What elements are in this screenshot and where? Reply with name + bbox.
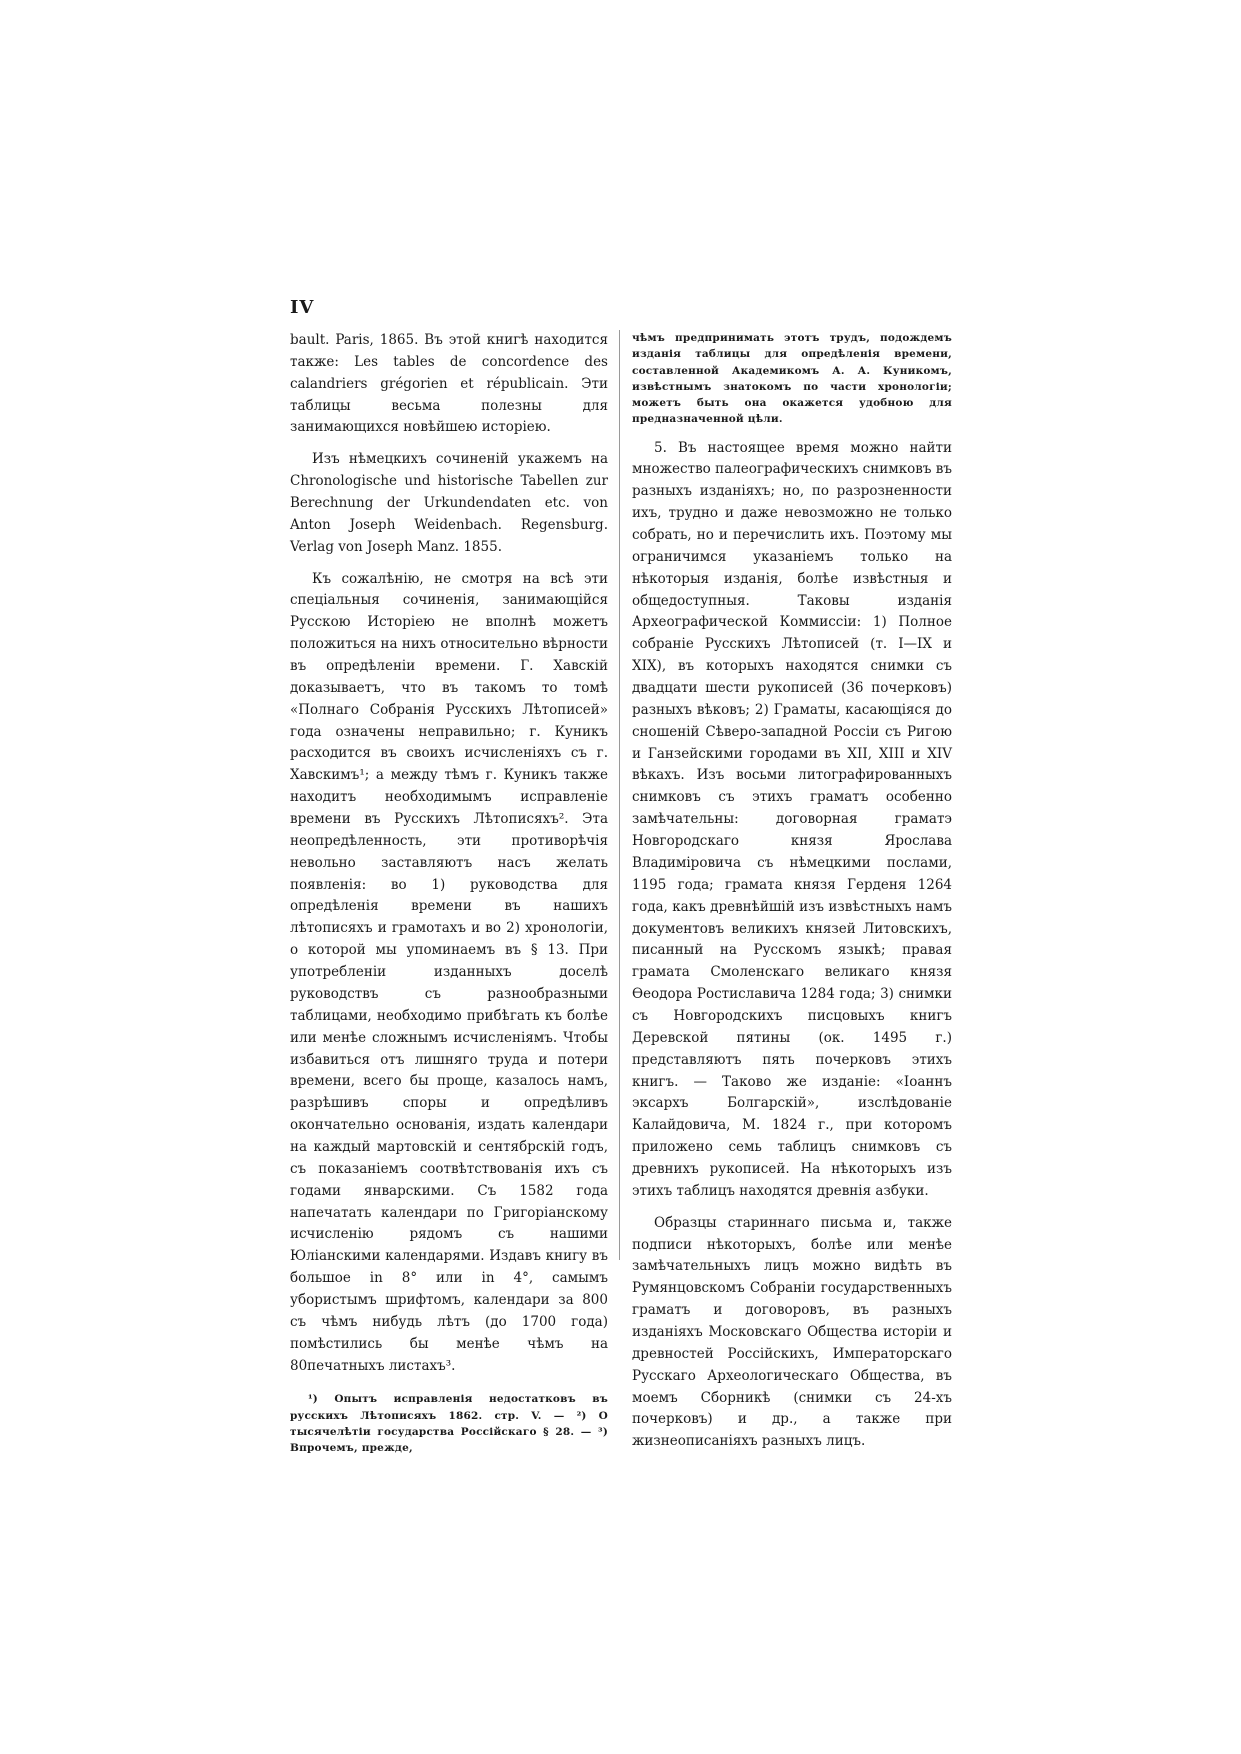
footnote-left: ¹) Опытъ исправленія недостатковъ въ русскихъ Лѣтописяхъ 1862. стр. V. — ²) О тысячелѣтіи государства Россійскаго § 28. — ³) Впрочемъ, прежде, bbox=[290, 1393, 608, 1455]
page-number: IV bbox=[290, 297, 315, 318]
paragraph-intro-continuation: bault. Paris, 1865. Въ этой книгѣ находится также: Les tables de concordence des calandriers grégorien et républicain. Эти таблицы весьма полезны для занимающихся новѣйшею исторіею. bbox=[290, 332, 608, 436]
paragraph-regret: Къ сожалѣнію, не смотря на всѣ эти спеціальныя сочиненія, занимающійся Русскою Исторіею не вполнѣ можетъ положиться на нихъ относительно вѣрности въ опредѣленіи времени. Г. Хавскій доказываетъ, что въ такомъ то томѣ «Полнаго Собранія Русскихъ Лѣтописей» года означены неправильно; г. Куникъ расходится въ своихъ исчисленіяхъ съ г. Хавскимъ¹; а между тѣмъ г. Куникъ также находитъ необходимымъ исправленіе времени въ Русскихъ Лѣтописяхъ². Эта неопредѣленность, эти противорѣчія невольно заставляютъ насъ желать появленія: во 1) руководства для опредѣленія времени въ нашихъ лѣтописяхъ и грамотахъ и во 2) хронологіи, о которой мы упоминаемъ въ § 13. При употребленіи изданныхъ доселѣ руководствъ съ разнообразными таблицами, необходимо прибѣгать къ болѣе или менѣе сложнымъ исчисленіямъ. Чтобы избавиться отъ лишняго труда и потери времени, всего бы проще, казалось намъ, разрѣшивъ споры и опредѣливъ окончательно основанія, издать календари на каждый мартовскій и сентябрскій годъ, съ показаніемъ соотвѣтствованія ихъ съ годами январскими. Съ 1582 года напечатать календари по Григоріанскому исчисленію рядомъ съ нашими Юліанскими календарями. Издавъ книгу въ большое in 8° или in 4°, самымъ убористымъ шрифтомъ, календари за 800 съ чѣмъ нибудь лѣтъ (до 1700 года) помѣстились бы менѣе чѣмъ на 80печатныхъ листахъ³. bbox=[290, 570, 608, 1374]
paragraph-german-works: Изъ нѣмецкихъ сочиненій укажемъ на Chronologische und historische Tabellen zur Berechnung der Urkundendaten etc. von Anton Joseph Weidenbach. Regensburg. Verlag von Joseph Manz. 1855. bbox=[290, 451, 608, 555]
footnote-continuation: чѣмъ предпринимать этотъ трудъ, подождемъ изданія таблицы для опредѣленія времени, составленной Академикомъ А. А. Куникомъ, извѣстнымъ знатокомъ по части хронологіи; можетъ быть она окажется удобною для предназначенной цѣли. bbox=[632, 332, 952, 426]
paragraph-section-5: 5. Въ настоящее время можно найти множество палеографическихъ снимковъ въ разныхъ изданіяхъ; но, по разрозненности ихъ, трудно и даже невозможно не только собрать, но и перечислить ихъ. Поэтому мы ограничимся указаніемъ только на нѣкоторыя изданія, болѣе извѣстныя и общедоступныя. Таковы изданія Археографической Коммиссіи: 1) Полное собраніе Русскихъ Лѣтописей (т. I—IX и XIX), въ которыхъ находятся снимки съ двадцати шести рукописей (36 почерковъ) разныхъ вѣковъ; 2) Граматы, касающіяся до сношеній Сѣверо-западной Россіи съ Ригою и Ганзейскими городами въ XII, XIII и XIV вѣкахъ. Изъ восьми литографированныхъ снимковъ съ этихъ граматъ особенно замѣчательны: договорная граматэ Новгородскаго князя Ярослава Владиміровича съ нѣмецкими послами, 1195 года; грамата князя Герденя 1264 года, какъ древнѣйшій изъ извѣстныхъ намъ документовъ великихъ князей Литовскихъ, писанный на Русскомъ языкѣ; правая грамата Смоленскаго великаго князя Ѳеодора Ростиславича 1284 года; 3) снимки съ Новгородскихъ писцовыхъ книгъ Деревской пятины (ок. 1495 г.) представляютъ пять почерковъ этихъ книгъ. — Таково же изданіе: «Іоаннъ эксархъ Болгарскій», изслѣдованіе Калайдовича, М. 1824 г., при которомъ приложено семь таблицъ снимковъ съ древнихъ рукописей. На нѣкоторыхъ изъ этихъ таблицъ находятся древнія азбуки. bbox=[632, 439, 952, 1199]
left-column bbox=[290, 330, 608, 1456]
paragraph-samples: Образцы стариннаго письма и, также подписи нѣкоторыхъ, болѣе или менѣе замѣчательныхъ лицъ можно видѣть въ Румянцовскомъ Собраніи государственныхъ граматъ и договоровъ, въ разныхъ изданіяхъ Московскаго Общества исторіи и древностей Россійскихъ, Императорскаго Русскаго Археологическаго Общества, въ моемъ Сборникѣ (снимки съ 24-хъ почерковъ) и др., а также при жизнеописаніяхъ разныхъ лицъ. bbox=[632, 1214, 952, 1450]
column-divider bbox=[619, 330, 620, 1260]
right-column bbox=[632, 330, 952, 1453]
